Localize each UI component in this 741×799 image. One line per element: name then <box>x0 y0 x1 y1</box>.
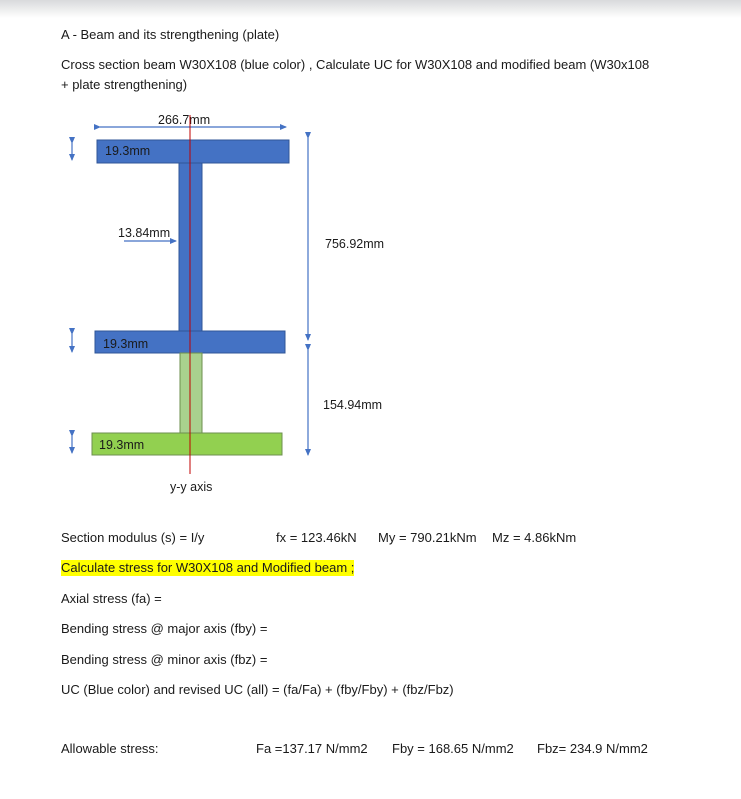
bending-major-text: Bending stress @ major axis (fby) = <box>61 621 268 636</box>
plate-web <box>180 353 202 433</box>
section-modulus-text: Section modulus (s) = I/y <box>61 530 205 545</box>
width-dimension-label: 266.7mm <box>158 113 211 127</box>
top-flange-thickness-label: 19.3mm <box>105 144 151 158</box>
height-dimension-label: 756.92mm <box>325 237 385 251</box>
calculate-stress-heading: Calculate stress for W30X108 and Modified beam ; <box>61 560 355 575</box>
minor-moment-value: Mz = 4.86kNm <box>492 530 577 545</box>
intro-text-line-2: + plate strengthening) <box>61 77 188 92</box>
y-axis-label: y-y axis <box>170 480 213 494</box>
fa-allowable-value: Fa =137.17 N/mm2 <box>256 741 368 756</box>
axial-force-value: fx = 123.46kN <box>276 530 357 545</box>
plate-height-dimension-label: 154.94mm <box>323 398 383 412</box>
section-heading: A - Beam and its strengthening (plate) <box>61 27 280 42</box>
intro-text-line-1: Cross section beam W30X108 (blue color) , Calculate UC for W30X108 and modified beam (W30x108 <box>61 57 650 72</box>
plate-thickness-label: 19.3mm <box>99 438 145 452</box>
allowable-stress-label: Allowable stress: <box>61 741 159 756</box>
fbz-allowable-value: Fbz= 234.9 N/mm2 <box>537 741 648 756</box>
axial-stress-text: Axial stress (fa) = <box>61 591 162 606</box>
web-thickness-label: 13.84mm <box>118 226 171 240</box>
mid-flange-thickness-label: 19.3mm <box>103 337 149 351</box>
bending-minor-text: Bending stress @ minor axis (fbz) = <box>61 652 268 667</box>
uc-formula-text: UC (Blue color) and revised UC (all) = (fa/Fa) + (fby/Fby) + (fbz/Fbz) <box>61 682 454 697</box>
major-moment-value: My = 790.21kNm <box>378 530 477 545</box>
fby-allowable-value: Fby = 168.65 N/mm2 <box>392 741 514 756</box>
